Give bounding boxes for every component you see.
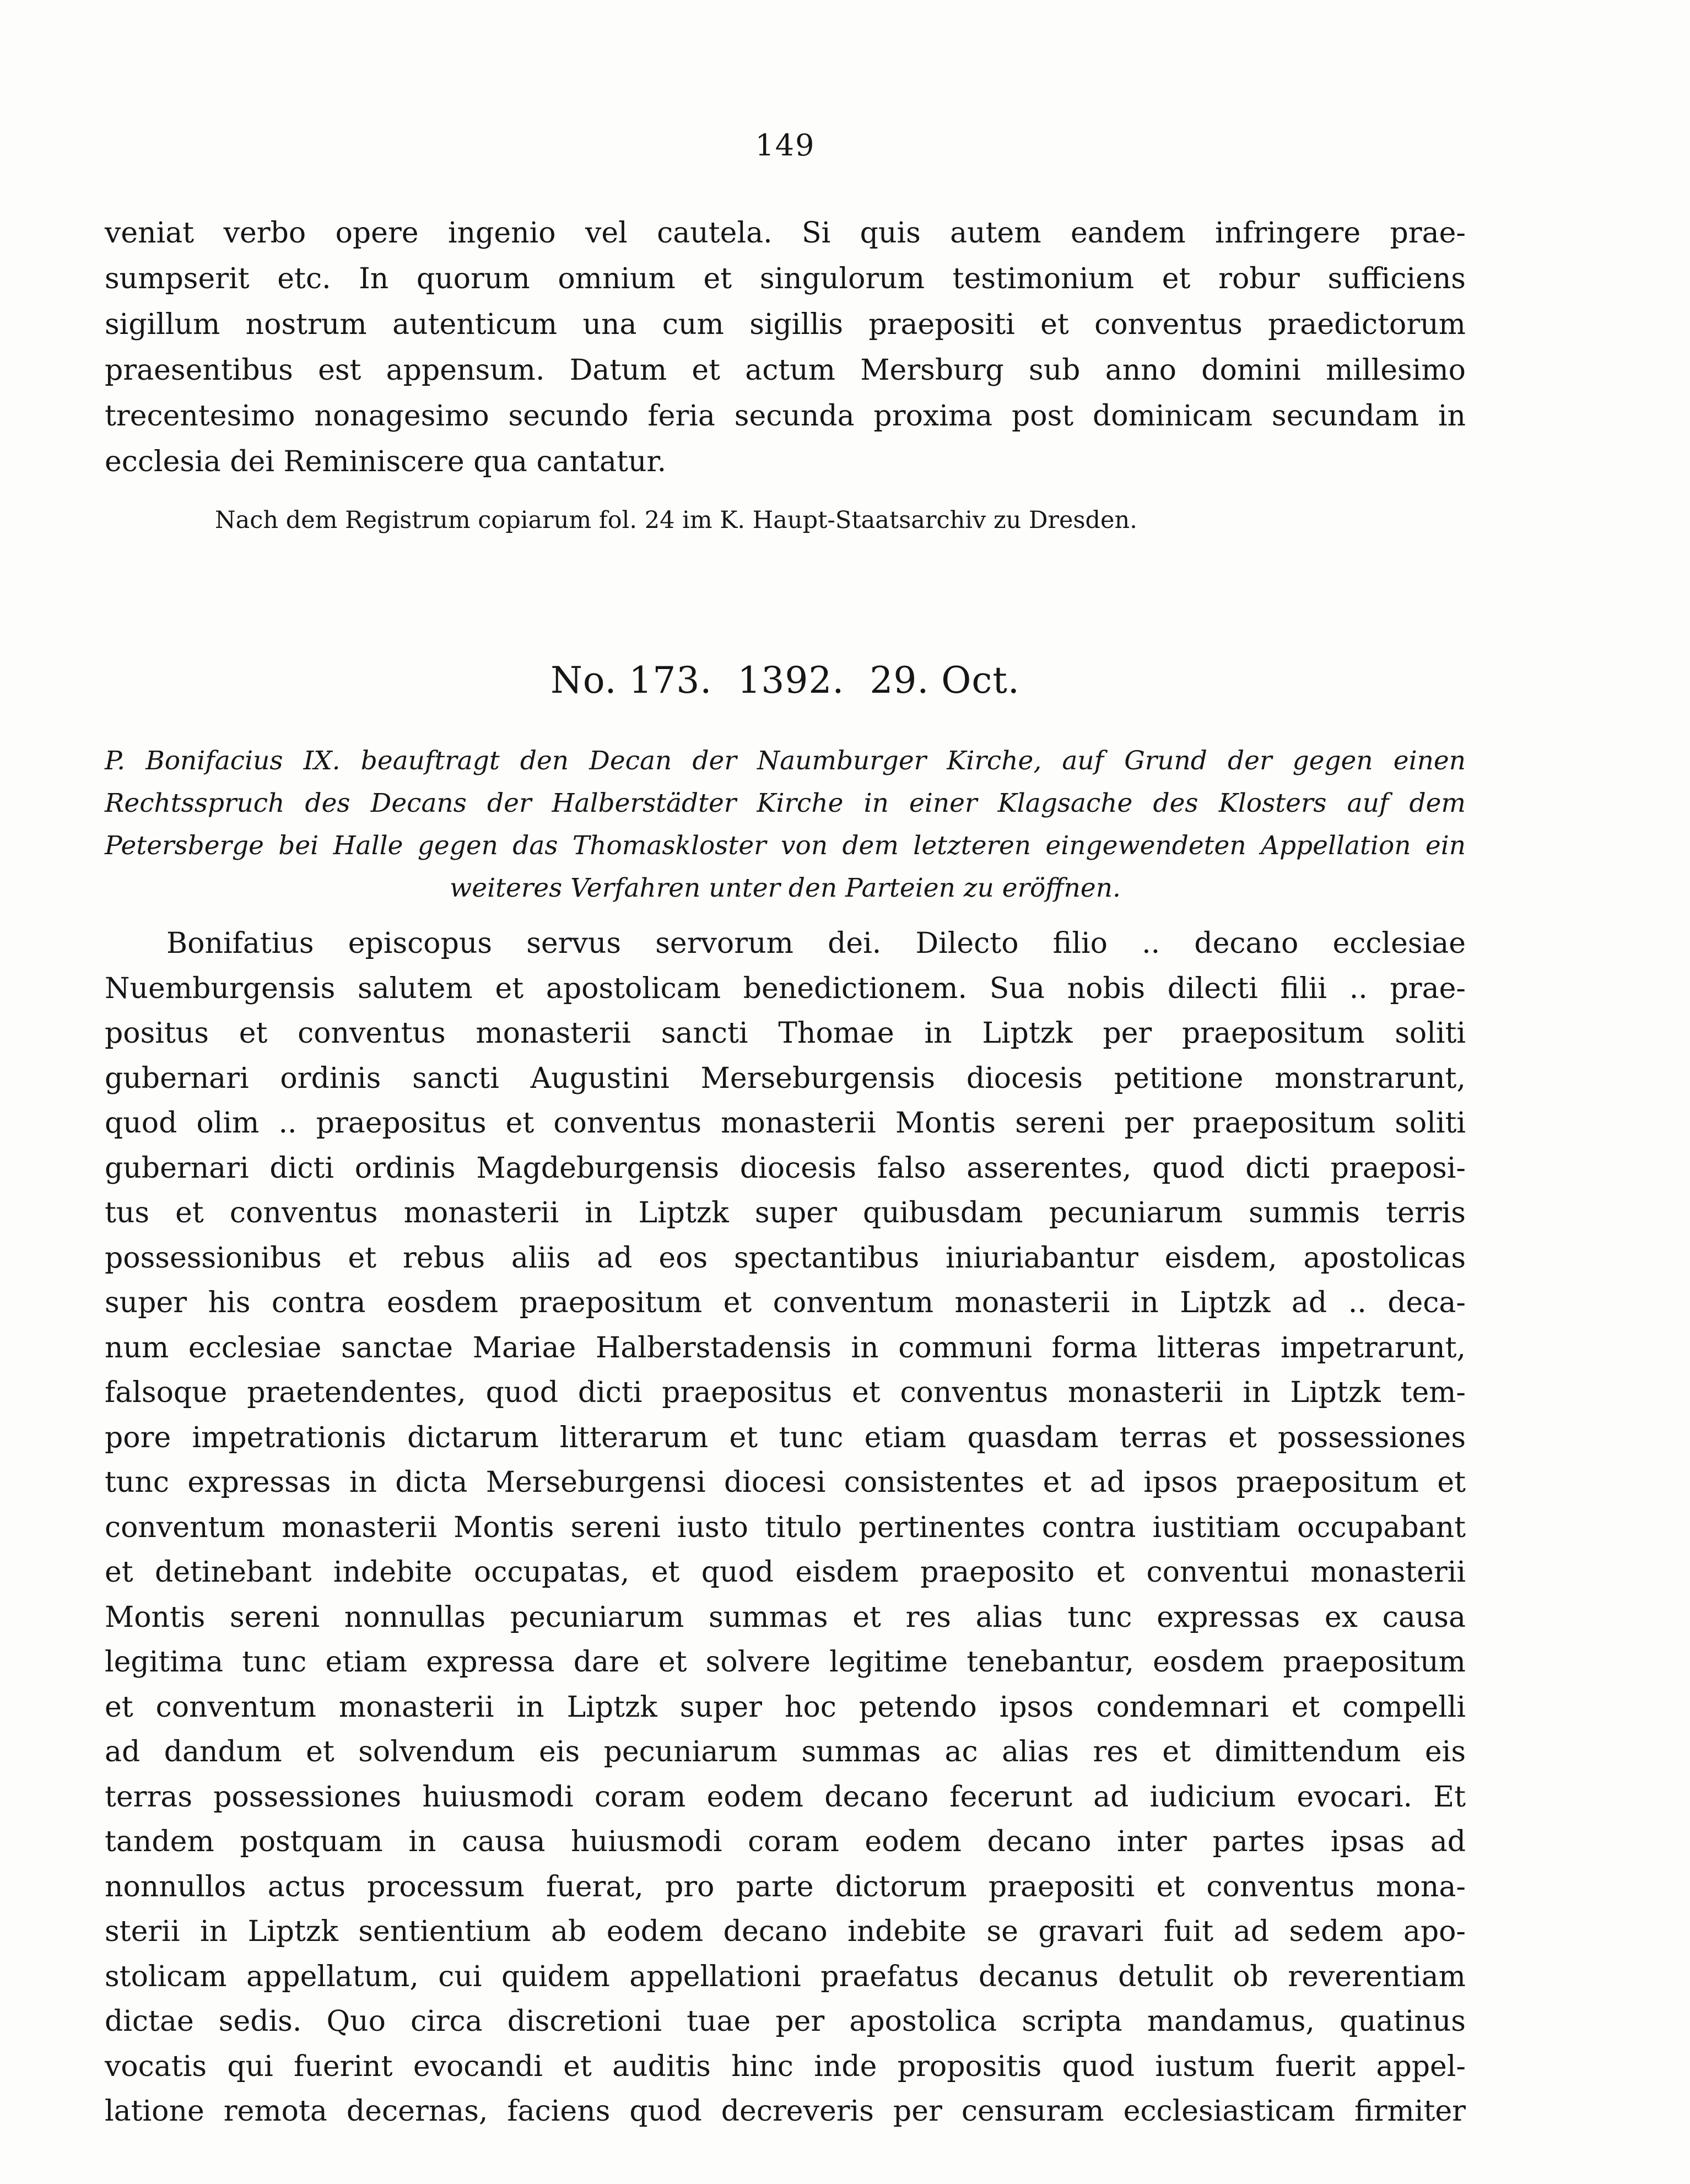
text-line: tus et conventus monasterii in Liptzk super quibusdam pecuniarum summis terris (105, 1196, 1466, 1229)
text-line: gubernari ordinis sancti Augustini Merseburgensis diocesis petitione monstrarunt, (105, 1061, 1466, 1095)
text-line: legitima tunc etiam expressa dare et solvere legitime tenebantur, eosdem praepositum (105, 1646, 1466, 1679)
text-line: pore impetrationis dictarum litterarum et tunc etiam quasdam terras et possessiones (105, 1421, 1466, 1454)
text-line: positus et conventus monasterii sancti Thomae in Liptzk per praepositum soliti (105, 1017, 1466, 1050)
text-line: Rechtsspruch des Decans der Halberstädter Kirche in einer Klagsache des Klosters auf dem (105, 788, 1466, 818)
entry-heading (105, 659, 1466, 702)
entry-body (105, 921, 1466, 2134)
text-line: latione remota decernas, faciens quod decreveris per censuram ecclesiasticam firmiter (105, 2095, 1466, 2128)
text-line: sumpserit etc. In quorum omnium et singulorum testimonium et robur sufficiens (105, 262, 1466, 295)
text-line: num ecclesiae sanctae Mariae Halberstadensis in communi forma litteras impetrarunt, (105, 1331, 1466, 1365)
text-line: gubernari dicti ordinis Magdeburgensis diocesis falso asserentes, quod dicti praeposi- (105, 1151, 1466, 1185)
text-line: nonnullos actus processum fuerat, pro parte dictorum praepositi et conventus mona- (105, 1870, 1466, 1903)
text-line: quod olim .. praepositus et conventus monasterii Montis sereni per praepositum soliti (105, 1107, 1466, 1140)
text-line: praesentibus est appensum. Datum et actum Mersburg sub anno domini millesimo (105, 354, 1466, 387)
text-line: ad dandum et solvendum eis pecuniarum summas ac alias res et dimittendum eis (105, 1735, 1466, 1768)
entry-date: 29. Oct. (870, 659, 1020, 702)
entry-summary (105, 740, 1466, 909)
text-line: Montis sereni nonnullas pecuniarum summas et res alias tunc expressas ex causa (105, 1600, 1466, 1634)
text-line: et detinebant indebite occupatas, et quod eisdem praeposito et conventui monasterii (105, 1556, 1466, 1589)
text-line: stolicam appellatum, cui quidem appellationi praefatus decanus detulit ob reverentiam (105, 1960, 1466, 1993)
text-line: Nuemburgensis salutem et apostolicam benedictionem. Sua nobis dilecti filii .. prae- (105, 972, 1466, 1005)
text-line: super his contra eosdem praepositum et conventum monasterii in Liptzk ad .. deca- (105, 1286, 1466, 1319)
text-line: trecentesimo nonagesimo secundo feria secunda proxima post dominicam secundam in (105, 400, 1466, 433)
text-line: vocatis qui fuerint evocandi et auditis hinc inde propositis quod iustum fuerit appel- (105, 2050, 1466, 2083)
text-line: sigillum nostrum autenticum una cum sigillis praepositi et conventus praedictorum (105, 308, 1466, 341)
text-line: P. Bonifacius IX. beauftragt den Decan der Naumburger Kirche, auf Grund der gegen einen (105, 746, 1466, 776)
text-line: tandem postquam in causa huiusmodi coram eodem decano inter partes ipsas ad (105, 1825, 1466, 1858)
text-line: sterii in Liptzk sentientium ab eodem decano indebite se gravari fuit ad sedem apo- (105, 1915, 1466, 1948)
entry-year: 1392. (737, 659, 845, 702)
continuation-paragraph (105, 211, 1466, 485)
text-line: terras possessiones huiusmodi coram eodem decano fecerunt ad iudicium evocari. Et (105, 1780, 1466, 1814)
text-line: dictae sedis. Quo circa discretioni tuae per apostolica scripta mandamus, quatinus (105, 2005, 1466, 2038)
entry-number: No. 173. (550, 659, 712, 702)
text-line: possessionibus et rebus aliis ad eos spectantibus iniuriabantur eisdem, apostolicas (105, 1241, 1466, 1275)
source-note: Nach dem Registrum copiarum fol. 24 im K. Haupt-Staatsarchiv zu Dresden. (215, 506, 1137, 534)
text-line: Petersberge bei Halle gegen das Thomaskloster von dem letzteren eingewendeten Appellation ein (105, 831, 1466, 861)
text-line: ecclesia dei Reminiscere qua cantatur. (105, 445, 667, 478)
text-line: conventum monasterii Montis sereni iusto titulo pertinentes contra iustitiam occupabant (105, 1511, 1466, 1544)
text-line: et conventum monasterii in Liptzk super hoc petendo ipsos condemnari et compelli (105, 1690, 1466, 1724)
text-line: weiteres Verfahren unter den Parteien zu eröffnen. (450, 873, 1121, 903)
text-line: veniat verbo opere ingenio vel cautela. Si quis autem eandem infringere prae- (105, 217, 1466, 250)
page-number: 149 (755, 128, 816, 163)
text-line: Bonifatius episcopus servus servorum dei. Dilecto filio .. decano ecclesiae (166, 927, 1466, 960)
text-line: falsoque praetendentes, quod dicti praepositus et conventus monasterii in Liptzk tem- (105, 1376, 1466, 1409)
text-line: tunc expressas in dicta Merseburgensi diocesi consistentes et ad ipsos praepositum et (105, 1466, 1466, 1499)
